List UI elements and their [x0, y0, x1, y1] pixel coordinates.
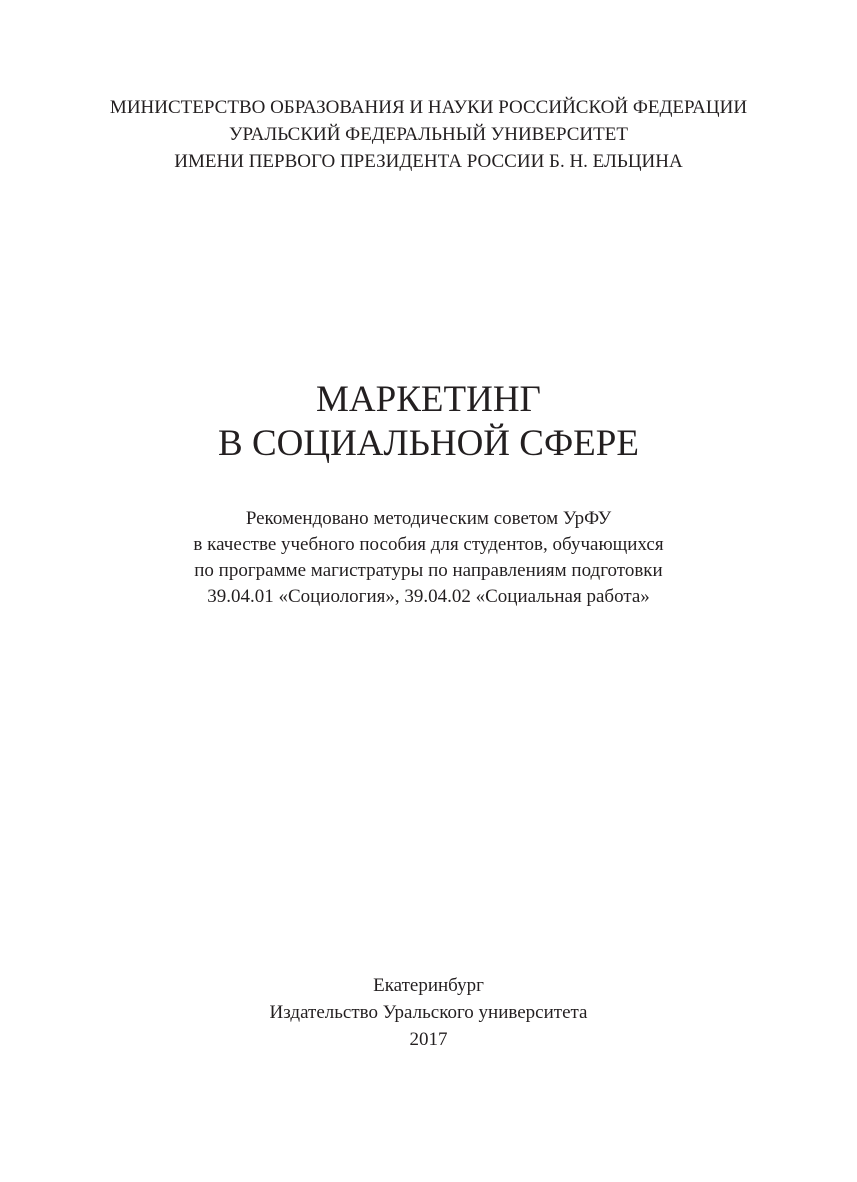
university-line: УРАЛЬСКИЙ ФЕДЕРАЛЬНЫЙ УНИВЕРСИТЕТ — [229, 124, 628, 145]
recommendation-line-4: 39.04.01 «Социология», 39.04.02 «Социальная работа» — [207, 586, 650, 607]
recommendation-line-3: по программе магистратуры по направлениям подготовки — [194, 560, 663, 581]
book-title-line-1: МАРКЕТИНГ — [316, 379, 541, 420]
imprint-year: 2017 — [409, 1029, 448, 1050]
institution-header — [0, 94, 857, 175]
imprint-city: Екатеринбург — [373, 975, 484, 996]
book-title — [0, 378, 857, 466]
book-title-line-2: В СОЦИАЛЬНОЙ СФЕРЕ — [218, 423, 639, 464]
recommendation-line-1: Рекомендовано методическим советом УрФУ — [245, 508, 612, 529]
ministry-line: МИНИСТЕРСТВО ОБРАЗОВАНИЯ И НАУКИ РОССИЙСКОЙ ФЕДЕРАЦИИ — [109, 97, 748, 118]
university-name-line: ИМЕНИ ПЕРВОГО ПРЕЗИДЕНТА РОССИИ Б. Н. ЕЛЬЦИНА — [174, 151, 683, 172]
imprint — [0, 972, 857, 1053]
recommendation-line-2: в качестве учебного пособия для студентов, обучающихся — [193, 534, 664, 555]
imprint-publisher: Издательство Уральского университета — [269, 1002, 588, 1023]
recommendation-note — [0, 506, 857, 610]
